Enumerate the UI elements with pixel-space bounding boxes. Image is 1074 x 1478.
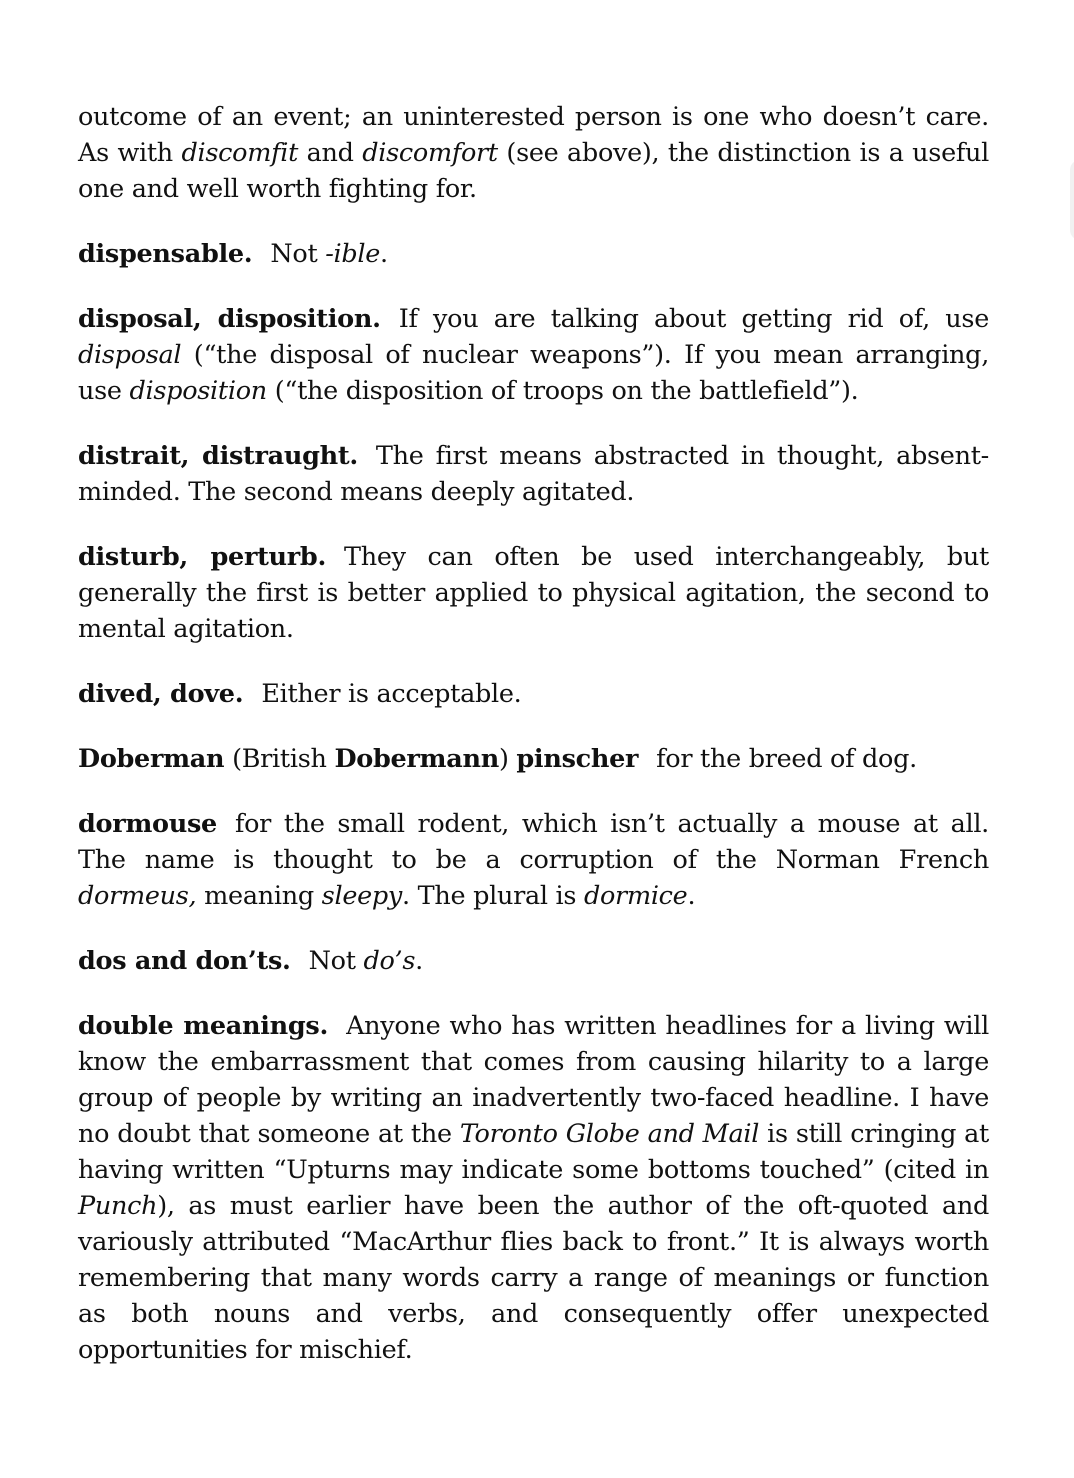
entry-text: is still cringing at having written “Upturns may indicate some bottoms touched” (cited in (78, 1119, 990, 1185)
entry-text: and (298, 138, 363, 168)
entry-text: Anyone who has written headlines for a living will know the embarrassment that comes from causing hilarity to a large group of people by writing an inadvertently two-faced headline. I have no doubt that someone at the (78, 1011, 989, 1149)
entry-headword: double meanings. (78, 1011, 329, 1041)
entry-text: The first means abstracted in thought, absent-minded. The second means deeply agitated. (78, 441, 989, 507)
entry-text: ), as must earlier have been the author of the oft-quoted and variously attributed “MacArthur flies back to front.” It is always worth remembering that many words carry a range of meanings or function as both nouns and verbs, and consequently offer unexpected opportunities for mischief. (78, 1191, 989, 1365)
entry-text: outcome of an event; an uninterested person is one who doesn’t care. As with (78, 102, 989, 168)
entry-italic: -ible (325, 239, 381, 269)
entry-dived (78, 676, 989, 712)
entry-text: . The plural is (402, 881, 584, 911)
entry-italic: sleepy (321, 881, 403, 911)
entry-text: Not (308, 946, 364, 976)
entry-distrait (78, 438, 989, 510)
entry-text: ) (498, 744, 517, 774)
entry-italic: Punch (78, 1191, 158, 1221)
entry-headword: disposal, disposition. (78, 304, 381, 334)
entry-headword: dos and don’ts. (78, 946, 291, 976)
entry-dispensable (78, 236, 989, 272)
entry-headword: dormouse (78, 809, 217, 839)
entry-headword: distrait, distraught. (78, 441, 358, 471)
entry-text: They can often be used interchangeably, but generally the first is better applied to physical agitation, the second to mental agitation. (78, 542, 989, 644)
entry-headword: dispensable. (78, 239, 253, 269)
entry-doberman (78, 741, 989, 777)
entry-text: Either is acceptable. (261, 679, 522, 709)
entry-dos-and-donts (78, 943, 989, 979)
entry-text: (see above), the distinction is a useful one and well worth fighting for. (78, 138, 989, 204)
entry-text: for the breed of dog. (656, 744, 917, 774)
entry-italic: dormeus, (78, 881, 197, 911)
entry-headword: pinscher (516, 744, 639, 774)
entry-text: (“the disposition of troops on the battlefield”). (266, 376, 859, 406)
entry-intro-continuation (78, 99, 989, 207)
entry-headword: Doberman (78, 744, 225, 774)
entry-text: (“the disposal of nuclear weapons”). If you mean arranging, use (78, 340, 989, 406)
entry-italic: disposal (78, 340, 182, 370)
page-edge-handle (1070, 160, 1074, 240)
entry-headword: dived, dove. (78, 679, 244, 709)
entry-italic: discomfit (181, 138, 299, 168)
entry-italic: do’s (363, 946, 416, 976)
entry-text: If you are talking about getting rid of, use (398, 304, 989, 334)
entry-italic: discomfort (362, 138, 498, 168)
entry-text: . (415, 946, 423, 976)
entry-disturb (78, 539, 989, 647)
entry-text: . (380, 239, 388, 269)
entry-text: meaning (196, 881, 322, 911)
entry-text: for the small rodent, which isn’t actually a mouse at all. The name is thought to be a corruption of the Norman French (78, 809, 989, 875)
entry-double-meanings (78, 1008, 989, 1368)
entry-text: Not (270, 239, 326, 269)
entry-text: . (687, 881, 696, 911)
entry-text: (British (224, 744, 335, 774)
entry-italic: disposition (129, 376, 267, 406)
entry-headword: disturb, perturb. (78, 542, 327, 572)
entry-italic: dormice (583, 881, 688, 911)
entry-dormouse (78, 806, 989, 914)
entry-italic: Toronto Globe and Mail (459, 1119, 760, 1149)
book-page (78, 99, 989, 1397)
entry-disposal (78, 301, 989, 409)
entry-headword: Dobermann (334, 744, 499, 774)
